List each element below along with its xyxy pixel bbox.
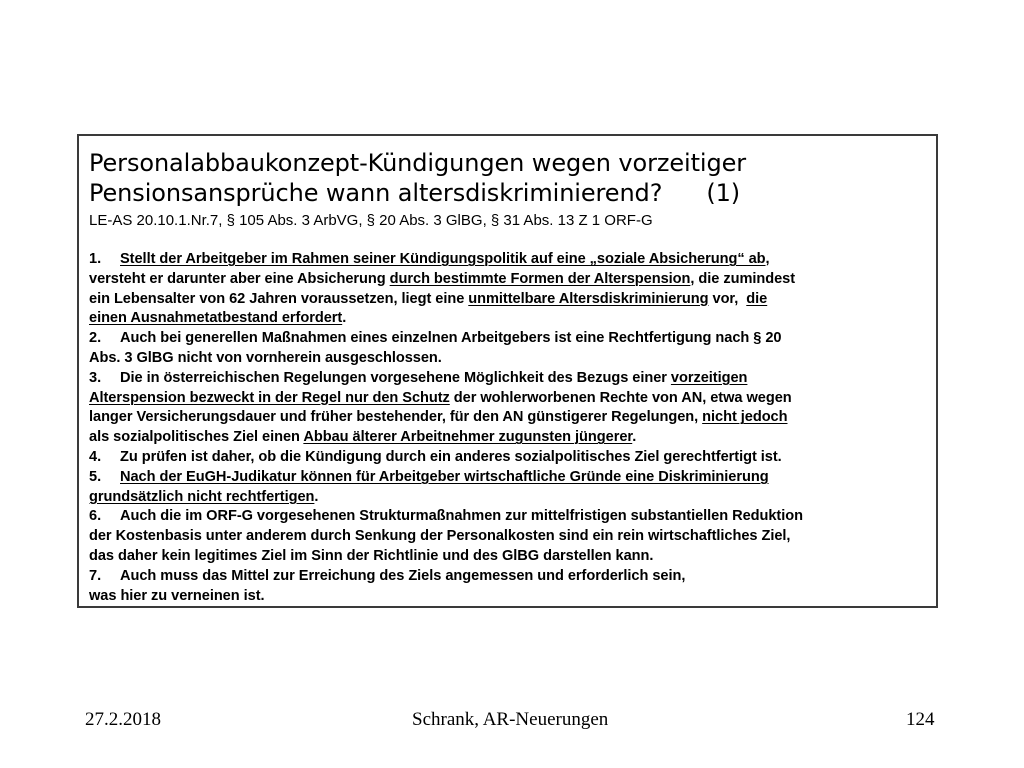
slide-content-box xyxy=(77,134,938,608)
body-line xyxy=(89,468,929,488)
underlined-text: durch bestimmte Formen der Alterspension xyxy=(389,270,691,287)
underlined-text: Abbau älterer Arbeitnehmer zugunsten jüngerer xyxy=(303,429,633,446)
body-line xyxy=(89,547,929,567)
title-line-2-text: Pensionsansprüche wann altersdiskriminierend? xyxy=(89,179,663,207)
body-line xyxy=(89,270,929,290)
underlined-text: grundsätzlich nicht rechtfertigen xyxy=(89,488,315,505)
underlined-text: Alterspension bezweckt in der Regel nur den Schutz xyxy=(89,389,450,406)
slide-title xyxy=(89,148,929,208)
body-text: Zu prüfen ist daher, ob die Kündigung durch ein anderes sozialpolitisches Ziel gerechtfertigt ist. xyxy=(120,448,782,465)
body-line xyxy=(89,587,929,607)
underlined-text: vorzeitigen xyxy=(670,369,748,386)
item-number: 4. xyxy=(89,448,102,465)
footer-author-title: Schrank, AR-Neuerungen xyxy=(412,709,609,730)
body-text: der Kostenbasis unter anderem durch Senkung der Personalkosten sind ein rein wirtschaftliches Ziel, xyxy=(89,528,791,545)
body-line xyxy=(89,389,929,409)
body-text: was hier zu verneinen ist. xyxy=(89,587,265,604)
legal-reference: LE-AS 20.10.1.Nr.7, § 105 Abs. 3 ArbVG, § 20 Abs. 3 GlBG, § 31 Abs. 13 Z 1 ORF-G xyxy=(89,212,653,229)
underlined-text: die xyxy=(746,290,768,307)
item-number: 1. xyxy=(89,251,102,267)
body-text: Abs. 3 GlBG nicht von vornherein ausgeschlossen. xyxy=(89,349,442,366)
body-text: Auch bei generellen Maßnahmen eines einzelnen Arbeitgebers ist eine Rechtfertigung nach § 20 xyxy=(120,330,782,347)
body-line xyxy=(89,488,929,508)
body-line xyxy=(89,527,929,547)
body-text: ein Lebensalter von 62 Jahren voraussetzen, liegt eine xyxy=(89,290,469,307)
item-number: 6. xyxy=(89,508,102,525)
body-line xyxy=(89,408,929,428)
body-text: Auch muss das Mittel zur Erreichung des Ziels angemessen und erforderlich sein, xyxy=(120,567,686,584)
title-line-2 xyxy=(89,178,929,208)
body-line xyxy=(89,329,929,349)
body-text: . xyxy=(314,488,319,505)
body-text: langer Versicherungsdauer und früher bestehender, für den AN günstigerer Regelungen, xyxy=(89,409,703,426)
body-line xyxy=(89,309,929,329)
item-number: 3. xyxy=(89,369,102,386)
body-text: als sozialpolitisches Ziel einen xyxy=(89,429,304,446)
body-line xyxy=(89,369,929,389)
body-line xyxy=(89,250,929,270)
body-text: vor, xyxy=(708,290,747,307)
body-text: das daher kein legitimes Ziel im Sinn der Richtlinie und des GlBG darstellen kann. xyxy=(89,547,654,564)
body-line xyxy=(89,567,929,587)
body-text: versteht er darunter aber eine Absicherung xyxy=(89,270,390,287)
body-text: . xyxy=(632,429,637,446)
underlined-text: nicht jedoch xyxy=(702,409,788,426)
title-line-1: Personalabbaukonzept-Kündigungen wegen vorzeitiger xyxy=(89,149,747,177)
body-line xyxy=(89,428,929,448)
page-number: 124 xyxy=(906,709,935,730)
body-text: Die in österreichischen Regelungen vorgesehene Möglichkeit des Bezugs einer xyxy=(120,369,671,386)
body-text: , die zumindest xyxy=(690,270,796,287)
footer-date: 27.2.2018 xyxy=(85,709,161,730)
body-line xyxy=(89,290,929,310)
body-line xyxy=(89,349,929,369)
body-text: , xyxy=(765,251,770,267)
item-number: 2. xyxy=(89,330,102,347)
body-line xyxy=(89,448,929,468)
body-line xyxy=(89,507,929,527)
item-number: 5. xyxy=(89,468,102,485)
body-text: der wohlerworbenen Rechte von AN, etwa wegen xyxy=(449,389,792,406)
title-part-number: (1) xyxy=(706,179,741,207)
body-text: Auch die im ORF-G vorgesehenen Strukturmaßnahmen zur mittelfristigen substantiellen Reduktion xyxy=(120,508,803,525)
item-number: 7. xyxy=(89,567,102,584)
underlined-text: unmittelbare Altersdiskriminierung xyxy=(468,290,709,307)
underlined-text: einen Ausnahmetatbestand erfordert xyxy=(89,310,343,327)
underlined-text: Stellt der Arbeitgeber im Rahmen seiner Kündigungspolitik auf eine „soziale Absicherung“ ab xyxy=(120,251,766,267)
underlined-text: Nach der EuGH-Judikatur können für Arbeitgeber wirtschaftliche Gründe eine Diskriminierung xyxy=(120,468,769,485)
slide-body xyxy=(89,250,929,606)
body-text: . xyxy=(342,310,347,327)
